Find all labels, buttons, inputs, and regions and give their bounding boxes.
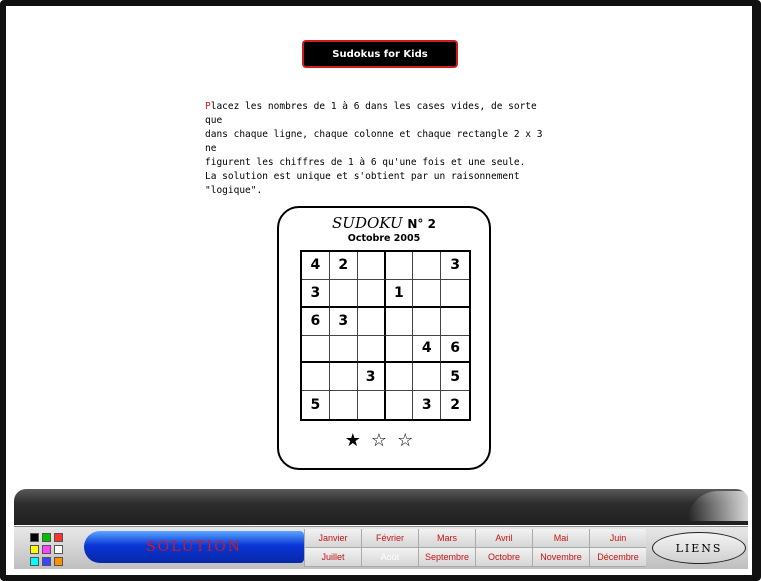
sudoku-cell[interactable] <box>330 280 358 308</box>
sudoku-cell[interactable]: 3 <box>302 280 330 308</box>
sudoku-cell[interactable] <box>358 391 386 419</box>
puzzle-number: N° 2 <box>407 217 436 231</box>
month-selector <box>304 529 646 567</box>
sudoku-cell[interactable] <box>441 280 469 308</box>
star-empty-icon: ☆ <box>370 430 398 451</box>
month-button[interactable]: Novembre <box>532 548 589 567</box>
sudoku-cell[interactable]: 6 <box>302 308 330 336</box>
instructions-line-4: La solution est unique et s'obtient par un raisonnement "logique". <box>205 171 520 196</box>
sudoku-cell[interactable] <box>386 391 414 419</box>
sudoku-cell[interactable]: 1 <box>386 280 414 308</box>
color-swatch[interactable] <box>42 533 51 542</box>
sudoku-cell[interactable] <box>413 308 441 336</box>
sudoku-cell[interactable] <box>386 363 414 391</box>
month-button[interactable]: Avril <box>475 529 532 548</box>
instructions-line-1 <box>205 100 545 128</box>
page-title-text: Sudokus for Kids <box>332 48 428 60</box>
color-swatch[interactable] <box>54 533 63 542</box>
sudoku-cell[interactable] <box>386 336 414 364</box>
color-swatch[interactable] <box>54 557 63 566</box>
page-title <box>302 40 458 68</box>
puzzle-date: Octobre 2005 <box>347 233 421 244</box>
sudoku-cell[interactable]: 3 <box>413 391 441 419</box>
sudoku-cell[interactable] <box>413 363 441 391</box>
sudoku-cell[interactable] <box>441 308 469 336</box>
solution-button[interactable] <box>84 531 304 563</box>
sudoku-cell[interactable] <box>358 252 386 280</box>
star-empty-icon: ☆ <box>397 430 424 451</box>
sudoku-cell[interactable] <box>386 308 414 336</box>
month-button[interactable]: Juillet <box>304 548 361 567</box>
sudoku-cell[interactable] <box>358 280 386 308</box>
sudoku-cell[interactable]: 5 <box>441 363 469 391</box>
month-button[interactable]: Mai <box>532 529 589 548</box>
puzzle-title <box>279 214 489 232</box>
month-button[interactable]: Mars <box>418 529 475 548</box>
color-swatch[interactable] <box>30 533 39 542</box>
sudoku-card <box>277 206 491 470</box>
sudoku-cell[interactable]: 2 <box>330 252 358 280</box>
month-button[interactable]: Septembre <box>418 548 475 567</box>
sudoku-cell[interactable]: 5 <box>302 391 330 419</box>
sudoku-cell[interactable]: 4 <box>413 336 441 364</box>
month-button[interactable]: Janvier <box>304 529 361 548</box>
instructions-line-2: dans chaque ligne, chaque colonne et chaque rectangle 2 x 3 ne <box>205 129 543 154</box>
color-swatch[interactable] <box>30 545 39 554</box>
sudoku-cell[interactable]: 2 <box>450 397 460 414</box>
instructions-line-3: figurent les chiffres de 1 à 6 qu'une fois et une seule. <box>205 157 526 168</box>
solution-button-label: SOLUTION <box>146 539 242 555</box>
color-palette <box>30 533 63 566</box>
month-button: Août <box>361 548 418 567</box>
month-button[interactable]: Juin <box>589 529 646 548</box>
sudoku-cell[interactable] <box>413 252 441 280</box>
sudoku-cell[interactable]: 6 <box>441 336 469 364</box>
color-swatch[interactable] <box>42 557 51 566</box>
color-swatch[interactable] <box>42 545 51 554</box>
sudoku-grid <box>300 250 471 421</box>
sudoku-cell[interactable] <box>330 336 358 364</box>
sudoku-cell[interactable] <box>302 336 330 364</box>
bar-highlight <box>688 491 748 521</box>
instructions-initial: P <box>205 101 211 112</box>
sudoku-cell[interactable] <box>330 363 358 391</box>
difficulty-rating <box>279 430 489 451</box>
month-button[interactable]: Février <box>361 529 418 548</box>
liens-button-label: LIENS <box>675 541 723 555</box>
puzzle-title-text: SUDOKU <box>332 214 403 232</box>
sudoku-cell[interactable]: 3 <box>358 363 386 391</box>
month-button[interactable]: Décembre <box>589 548 646 567</box>
sudoku-cell[interactable]: 4 <box>302 252 330 280</box>
month-button[interactable]: Octobre <box>475 548 532 567</box>
instructions <box>205 100 545 198</box>
sudoku-cell[interactable] <box>358 308 386 336</box>
color-swatch[interactable] <box>54 545 63 554</box>
decorative-bar <box>14 489 748 525</box>
sudoku-cell[interactable] <box>330 391 358 419</box>
star-filled-icon: ★ <box>344 430 371 451</box>
sudoku-cell[interactable] <box>358 336 386 364</box>
sudoku-cell[interactable] <box>386 252 414 280</box>
sudoku-cell[interactable] <box>302 363 330 391</box>
liens-button[interactable] <box>652 532 746 564</box>
color-swatch[interactable] <box>30 557 39 566</box>
bottom-toolbar <box>14 526 748 569</box>
instructions-line-1-text: lacez les nombres de 1 à 6 dans les cases vides, de sorte que <box>205 101 537 126</box>
sudoku-cell[interactable] <box>413 280 441 308</box>
sudoku-cell[interactable]: 3 <box>330 308 358 336</box>
sudoku-cell[interactable]: 3 <box>441 252 469 280</box>
